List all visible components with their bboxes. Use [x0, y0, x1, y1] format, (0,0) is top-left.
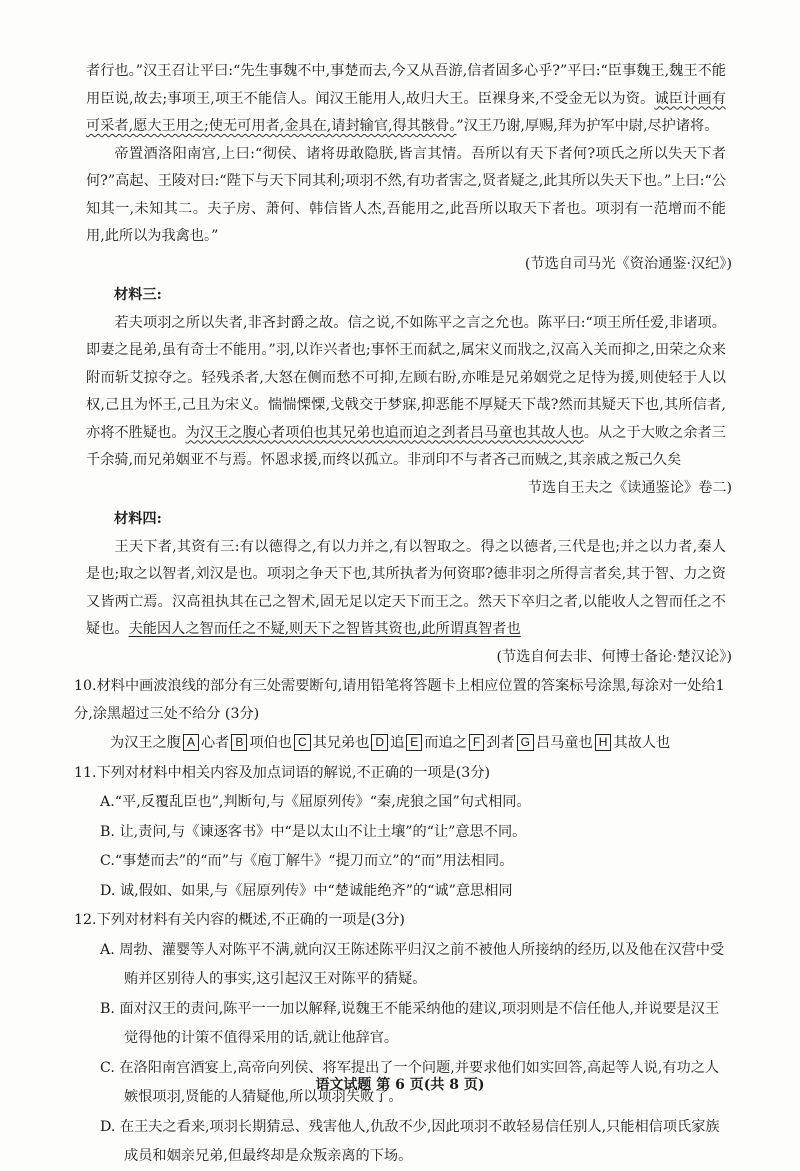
q12-option-c[interactable]: C. 在洛阳南宫酒宴上,高帝向列侯、将军提出了一个问题,并要求他们如实回答,高起等人说,有功之人 嫉恨项羽,贤能的人猜疑他,所以项羽失败了。 [100, 1059, 720, 1105]
underlined-text: 夫能因人之智而任之不疑,则天下之智皆其资也,此所谓真智者也 [128, 621, 521, 637]
q12-option-d[interactable]: D. 在王夫之看来,项羽长期猜忌、残害他人,仇敌不少,因此项羽不敢轻易信任别人,只能相信项氏家族 成员和姻亲兄弟,但最终却是众叛亲离的下场。 [100, 1118, 720, 1164]
material3-heading: 材料三: [114, 287, 162, 303]
question-11: 11.下列对材料中相关内容及加点词语的解说,不正确的一项是(3分) [74, 764, 491, 781]
q11-option-c[interactable]: C.“事楚而去”的“而”与《庖丁解牛》“提刀而立”的“而”用法相同。 [100, 853, 514, 869]
material4-source: (节选自何去非、何博士备论·楚汉论》) [496, 648, 732, 665]
answer-box[interactable]: G [517, 734, 534, 751]
material3-text: 若夫项羽之所以失者,非吝封爵之故。信之说,不如陈平之言之允也。陈平曰:“项王所任爱,非诸项。即妻之昆弟,虽有奇士不能用。”羽,以诈兴者也;事怀王而弑之,属宋义而戕之,汉高入关而抑之,田荣之众来附而斩艾掠夺之。轻残杀者,大怒在侧而愁不可抑,左顾右盼,亦唯是兄弟姻党之足恃为援,则使轻于人以权,己且为怀王,己且为宋义。惴惴慄慄,戈戟交于梦寐,抑恶能不厚疑天下哉?然而其疑天下也,其所信者,亦将不胜疑也。为汉王之腹心者项伯也其兄弟也追而迫之刭者吕马童也其故人也。从之于大败之余者三千余骑,而兄弟姻亚不与焉。怀恩求援,而终以孤立。非刓印不与者吝己而贼之,其亲戚之叛己久矣 [86, 314, 726, 468]
q11-option-d[interactable]: D. 诚,假如、如果,与《屈原列传》中“楚诚能绝齐”的“诚”意思相同 [100, 882, 513, 899]
answer-box[interactable]: E [406, 734, 422, 751]
question-10: 10.材料中画波浪线的部分有三处需要断句,请用铅笔将答题卡上相应位置的答案标号涂黑,每涂对一处给1分,涂黑超过三处不给分 (3分) [74, 678, 725, 722]
material2-source: (节选自司马光《资治通鉴·汉纪》) [524, 255, 732, 272]
question-12: 12.下列对材料有关内容的概述,不正确的一项是(3分) [74, 912, 405, 928]
answer-box[interactable]: D [371, 734, 388, 751]
wavy-underline-text: 诚臣计画有可采者,愿大王用之;使无可用者,金具在,请封输官,得其骸骨。 [86, 90, 726, 134]
answer-box[interactable]: A [183, 734, 199, 751]
material2-para2: 帝置酒洛阳南宫,上曰:“彻侯、诸将毋敢隐朕,皆言其情。吾所以有天下者何?项氏之所以失天下者何?”高起、王陵对曰:“陛下与天下同其利;项羽不然,有功者害之,贤者疑之,此其所以失天下也。”上曰:“公知其一,未知其二。夫子房、萧何、韩信皆人杰,吾能用之,此吾所以取天下者也。项羽有一范增而不能用,此所以为我禽也。” [86, 145, 726, 244]
answer-box[interactable]: F [469, 734, 484, 751]
q11-option-b[interactable]: B. 让,责问,与《谏逐客书》中“是以太山不让土壤”的“让”意思不同。 [100, 823, 527, 840]
answer-box[interactable]: H [595, 734, 612, 751]
answer-box[interactable]: B [231, 734, 247, 751]
q10-answer-row: 为汉王之腹 A 心者 B 项伯也 C 其兄弟也 D 追 E 而追之 F 刭者 G 吕马童也 H 其故人也 [110, 735, 671, 751]
wavy-underline-text: 为汉王之腹心者项伯也其兄弟也追而迫之刭者吕马童也其故人也 [185, 424, 584, 441]
answer-box[interactable]: C [294, 734, 311, 751]
q11-option-a[interactable]: A.“平,反覆乱臣也”,判断句,与《屈原列传》“秦,虎狼之国”句式相同。 [100, 794, 531, 810]
material2-para1: 者行也。”汉王召让平曰:“先生事魏不中,事楚而去,今又从吾游,信者固多心乎?”平曰:“臣事魏王,魏王不能用臣说,故去;事项王,项王不能信人。闻汉王能用人,故归大王。臣裸身来,不受金无以为资。诚臣计画有可采者,愿大王用之;使无可用者,金具在,请封输官,得其骸骨。”汉王乃谢,厚赐,拜为护军中尉,尽护诸将。 [86, 63, 726, 134]
material3-source: 节选自王夫之《读通鉴论》卷二) [527, 479, 732, 496]
material4-text: 王天下者,其资有三:有以德得之,有以力并之,有以智取之。得之以德者,三代是也;并之以力者,秦人是也;取之以智者,刘汉是也。项羽之争天下也,其所执者为何资耶?德非羽之所得言者矣,其于智、力之资又皆两亡焉。汉高祖执其在己之智术,固无足以定天下而王之。然天下卒归之者,以能收人之智而任之不疑也。夫能因人之智而任之不疑,则天下之智皆其资也,此所谓真智者也 [86, 538, 726, 637]
q12-option-b[interactable]: B. 面对汉王的责问,陈平一一加以解释,说魏王不能采纳他的建议,项羽则是不信任他人,并说要是汉王 觉得他的计策不值得采用的话,就让他辞官。 [100, 1000, 720, 1046]
material4-heading: 材料四: [114, 511, 162, 527]
page-footer: 语文试题 第 6 页(共 8 页) [315, 1077, 485, 1093]
q12-option-a[interactable]: A. 周勃、灌婴等人对陈平不满,就向汉王陈述陈平归汉之前不被他人所接纳的经历,以及他在汉营中受 贿并区别待人的事实,这引起汉王对陈平的猜疑。 [100, 941, 725, 987]
page-content [74, 58, 732, 1171]
